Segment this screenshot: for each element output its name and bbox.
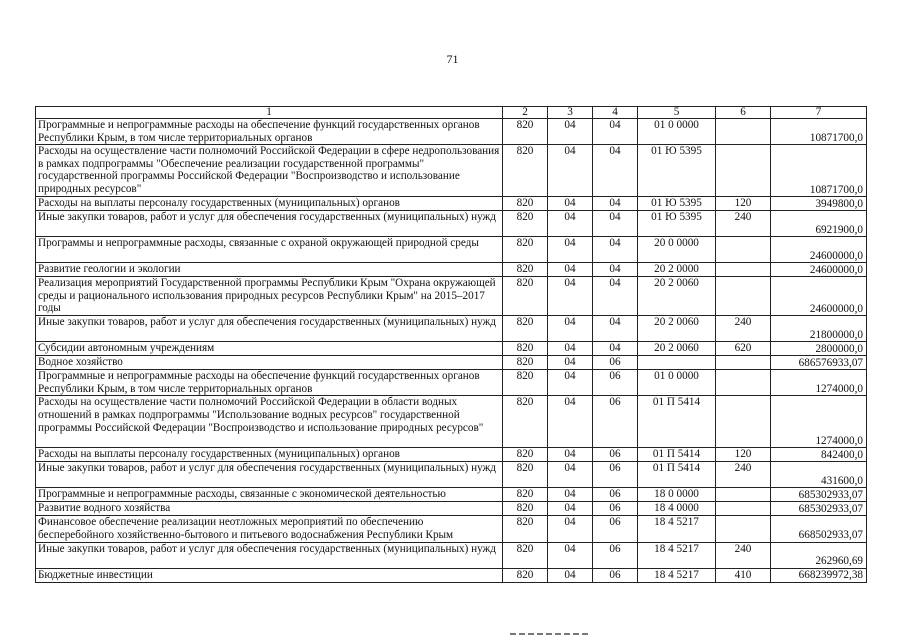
item-name: Иные закупки товаров, работ и услуг для обеспечения государственных (муниципальных) нужд bbox=[36, 316, 503, 342]
target-article-code: 18 4 5217 bbox=[638, 568, 716, 582]
item-name: Развитие водного хозяйства bbox=[36, 502, 503, 516]
expense-type-code: 240 bbox=[716, 542, 771, 568]
table-row bbox=[36, 502, 867, 516]
section-code: 04 bbox=[548, 516, 593, 542]
expense-type-code bbox=[716, 356, 771, 370]
target-article-code: 18 4 0000 bbox=[638, 502, 716, 516]
expense-type-code bbox=[716, 263, 771, 277]
column-header: 6 bbox=[716, 107, 771, 119]
expense-type-code: 240 bbox=[716, 316, 771, 342]
amount: 262960,69 bbox=[771, 542, 867, 568]
grbs-code: 820 bbox=[503, 568, 548, 582]
column-header: 3 bbox=[548, 107, 593, 119]
target-article-code: 18 0 0000 bbox=[638, 488, 716, 502]
amount: 3949800,0 bbox=[771, 197, 867, 211]
expense-type-code bbox=[716, 516, 771, 542]
section-code: 04 bbox=[548, 211, 593, 237]
subsection-code: 06 bbox=[593, 502, 638, 516]
table-row bbox=[36, 542, 867, 568]
item-name: Субсидии автономным учреждениям bbox=[36, 342, 503, 356]
column-header: 1 bbox=[36, 107, 503, 119]
table-row bbox=[36, 342, 867, 356]
grbs-code: 820 bbox=[503, 516, 548, 542]
section-code: 04 bbox=[548, 568, 593, 582]
table-row bbox=[36, 516, 867, 542]
expense-type-code: 620 bbox=[716, 342, 771, 356]
amount: 686576933,07 bbox=[771, 356, 867, 370]
expense-type-code: 120 bbox=[716, 448, 771, 462]
subsection-code: 06 bbox=[593, 462, 638, 488]
amount: 10871700,0 bbox=[771, 145, 867, 197]
target-article-code: 20 2 0000 bbox=[638, 263, 716, 277]
subsection-code: 04 bbox=[593, 197, 638, 211]
expense-type-code bbox=[716, 145, 771, 197]
item-name: Программные и непрограммные расходы, связанные с экономической деятельностью bbox=[36, 488, 503, 502]
grbs-code: 820 bbox=[503, 211, 548, 237]
amount: 842400,0 bbox=[771, 448, 867, 462]
column-header: 7 bbox=[771, 107, 867, 119]
section-code: 04 bbox=[548, 277, 593, 316]
amount: 668239972,38 bbox=[771, 568, 867, 582]
amount: 1274000,0 bbox=[771, 370, 867, 396]
target-article-code: 01 П 5414 bbox=[638, 462, 716, 488]
subsection-code: 04 bbox=[593, 145, 638, 197]
subsection-code: 06 bbox=[593, 568, 638, 582]
amount: 10871700,0 bbox=[771, 119, 867, 145]
item-name: Иные закупки товаров, работ и услуг для обеспечения государственных (муниципальных) нужд bbox=[36, 542, 503, 568]
target-article-code: 01 П 5414 bbox=[638, 396, 716, 448]
subsection-code: 04 bbox=[593, 119, 638, 145]
target-article-code: 01 Ю 5395 bbox=[638, 197, 716, 211]
section-code: 04 bbox=[548, 370, 593, 396]
page-number: 71 bbox=[446, 52, 459, 66]
target-article-code: 01 0 0000 bbox=[638, 119, 716, 145]
table-row bbox=[36, 488, 867, 502]
grbs-code: 820 bbox=[503, 237, 548, 263]
grbs-code: 820 bbox=[503, 263, 548, 277]
item-name: Программы и непрограммные расходы, связанные с охраной окружающей природной среды bbox=[36, 237, 503, 263]
table-row bbox=[36, 211, 867, 237]
amount: 24600000,0 bbox=[771, 277, 867, 316]
grbs-code: 820 bbox=[503, 277, 548, 316]
column-header: 2 bbox=[503, 107, 548, 119]
subsection-code: 06 bbox=[593, 542, 638, 568]
grbs-code: 820 bbox=[503, 197, 548, 211]
item-name: Расходы на осуществление части полномочий Российской Федерации в области водных отношений в рамках подпрограммы "Использование водных ресурсов" государственной программы Российской Федерации "Воспроизводство и использование природных ресурсов" bbox=[36, 396, 503, 448]
table-row bbox=[36, 263, 867, 277]
expense-type-code bbox=[716, 237, 771, 263]
column-header: 4 bbox=[593, 107, 638, 119]
table-row bbox=[36, 370, 867, 396]
amount: 668502933,07 bbox=[771, 516, 867, 542]
grbs-code: 820 bbox=[503, 370, 548, 396]
grbs-code: 820 bbox=[503, 448, 548, 462]
table-row bbox=[36, 448, 867, 462]
grbs-code: 820 bbox=[503, 119, 548, 145]
grbs-code: 820 bbox=[503, 542, 548, 568]
section-code: 04 bbox=[548, 462, 593, 488]
expense-type-code: 240 bbox=[716, 211, 771, 237]
grbs-code: 820 bbox=[503, 488, 548, 502]
subsection-code: 06 bbox=[593, 448, 638, 462]
table-row bbox=[36, 145, 867, 197]
grbs-code: 820 bbox=[503, 502, 548, 516]
amount: 685302933,07 bbox=[771, 488, 867, 502]
amount: 1274000,0 bbox=[771, 396, 867, 448]
amount: 24600000,0 bbox=[771, 237, 867, 263]
table-header-row bbox=[36, 107, 867, 119]
table-row bbox=[36, 462, 867, 488]
expense-type-code: 120 bbox=[716, 197, 771, 211]
grbs-code: 820 bbox=[503, 342, 548, 356]
expense-type-code: 240 bbox=[716, 462, 771, 488]
expense-type-code bbox=[716, 502, 771, 516]
subsection-code: 04 bbox=[593, 263, 638, 277]
item-name: Иные закупки товаров, работ и услуг для обеспечения государственных (муниципальных) нужд bbox=[36, 462, 503, 488]
target-article-code: 01 П 5414 bbox=[638, 448, 716, 462]
item-name: Развитие геологии и экологии bbox=[36, 263, 503, 277]
item-name: Программные и непрограммные расходы на обеспечение функций государственных органов Республики Крым, в том числе территориальных органов bbox=[36, 119, 503, 145]
item-name: Расходы на выплаты персоналу государственных (муниципальных) органов bbox=[36, 448, 503, 462]
budget-table bbox=[35, 106, 867, 583]
item-name: Расходы на осуществление части полномочий Российской Федерации в сфере недропользования в рамках подпрограммы "Обеспечение реализации государственной программы" государственной программы Российской Федерации "Воспроизводство и использование природных ресурсов" bbox=[36, 145, 503, 197]
item-name: Финансовое обеспечение реализации неотложных мероприятий по обеспечению бесперебойного хозяйственно-бытового и питьевого водоснабжения Республики Крым bbox=[36, 516, 503, 542]
column-header: 5 bbox=[638, 107, 716, 119]
section-code: 04 bbox=[548, 316, 593, 342]
target-article-code: 01 Ю 5395 bbox=[638, 211, 716, 237]
target-article-code: 20 2 0060 bbox=[638, 316, 716, 342]
section-code: 04 bbox=[548, 356, 593, 370]
item-name: Бюджетные инвестиции bbox=[36, 568, 503, 582]
page-edge-mark bbox=[510, 633, 590, 635]
section-code: 04 bbox=[548, 542, 593, 568]
item-name: Иные закупки товаров, работ и услуг для обеспечения государственных (муниципальных) нужд bbox=[36, 211, 503, 237]
subsection-code: 04 bbox=[593, 237, 638, 263]
section-code: 04 bbox=[548, 119, 593, 145]
expense-type-code bbox=[716, 396, 771, 448]
expense-type-code bbox=[716, 488, 771, 502]
table-row bbox=[36, 119, 867, 145]
subsection-code: 06 bbox=[593, 396, 638, 448]
target-article-code: 20 2 0060 bbox=[638, 342, 716, 356]
grbs-code: 820 bbox=[503, 316, 548, 342]
subsection-code: 04 bbox=[593, 316, 638, 342]
subsection-code: 06 bbox=[593, 356, 638, 370]
item-name: Программные и непрограммные расходы на обеспечение функций государственных органов Республики Крым, в том числе территориальных органов bbox=[36, 370, 503, 396]
amount: 6921900,0 bbox=[771, 211, 867, 237]
subsection-code: 06 bbox=[593, 516, 638, 542]
target-article-code: 20 0 0000 bbox=[638, 237, 716, 263]
amount: 431600,0 bbox=[771, 462, 867, 488]
amount: 21800000,0 bbox=[771, 316, 867, 342]
section-code: 04 bbox=[548, 448, 593, 462]
subsection-code: 04 bbox=[593, 342, 638, 356]
subsection-code: 06 bbox=[593, 488, 638, 502]
subsection-code: 04 bbox=[593, 211, 638, 237]
section-code: 04 bbox=[548, 342, 593, 356]
table-row bbox=[36, 356, 867, 370]
target-article-code: 20 2 0060 bbox=[638, 277, 716, 316]
grbs-code: 820 bbox=[503, 356, 548, 370]
target-article-code: 01 Ю 5395 bbox=[638, 145, 716, 197]
grbs-code: 820 bbox=[503, 396, 548, 448]
target-article-code: 18 4 5217 bbox=[638, 542, 716, 568]
section-code: 04 bbox=[548, 502, 593, 516]
table-row bbox=[36, 197, 867, 211]
grbs-code: 820 bbox=[503, 462, 548, 488]
expense-type-code: 410 bbox=[716, 568, 771, 582]
expense-type-code bbox=[716, 119, 771, 145]
expense-type-code bbox=[716, 370, 771, 396]
subsection-code: 04 bbox=[593, 277, 638, 316]
grbs-code: 820 bbox=[503, 145, 548, 197]
table-row bbox=[36, 396, 867, 448]
expense-type-code bbox=[716, 277, 771, 316]
amount: 685302933,07 bbox=[771, 502, 867, 516]
section-code: 04 bbox=[548, 396, 593, 448]
amount: 24600000,0 bbox=[771, 263, 867, 277]
target-article-code: 18 4 5217 bbox=[638, 516, 716, 542]
table-row bbox=[36, 237, 867, 263]
target-article-code: 01 0 0000 bbox=[638, 370, 716, 396]
section-code: 04 bbox=[548, 197, 593, 211]
section-code: 04 bbox=[548, 145, 593, 197]
section-code: 04 bbox=[548, 488, 593, 502]
item-name: Водное хозяйство bbox=[36, 356, 503, 370]
table-row bbox=[36, 316, 867, 342]
item-name: Расходы на выплаты персоналу государственных (муниципальных) органов bbox=[36, 197, 503, 211]
subsection-code: 06 bbox=[593, 370, 638, 396]
table-row bbox=[36, 277, 867, 316]
table-row bbox=[36, 568, 867, 582]
target-article-code bbox=[638, 356, 716, 370]
section-code: 04 bbox=[548, 263, 593, 277]
amount: 2800000,0 bbox=[771, 342, 867, 356]
item-name: Реализация мероприятий Государственной программы Республики Крым "Охрана окружающей среды и рационального использования природных ресурсов Республики Крым" на 2015–2017 годы bbox=[36, 277, 503, 316]
section-code: 04 bbox=[548, 237, 593, 263]
